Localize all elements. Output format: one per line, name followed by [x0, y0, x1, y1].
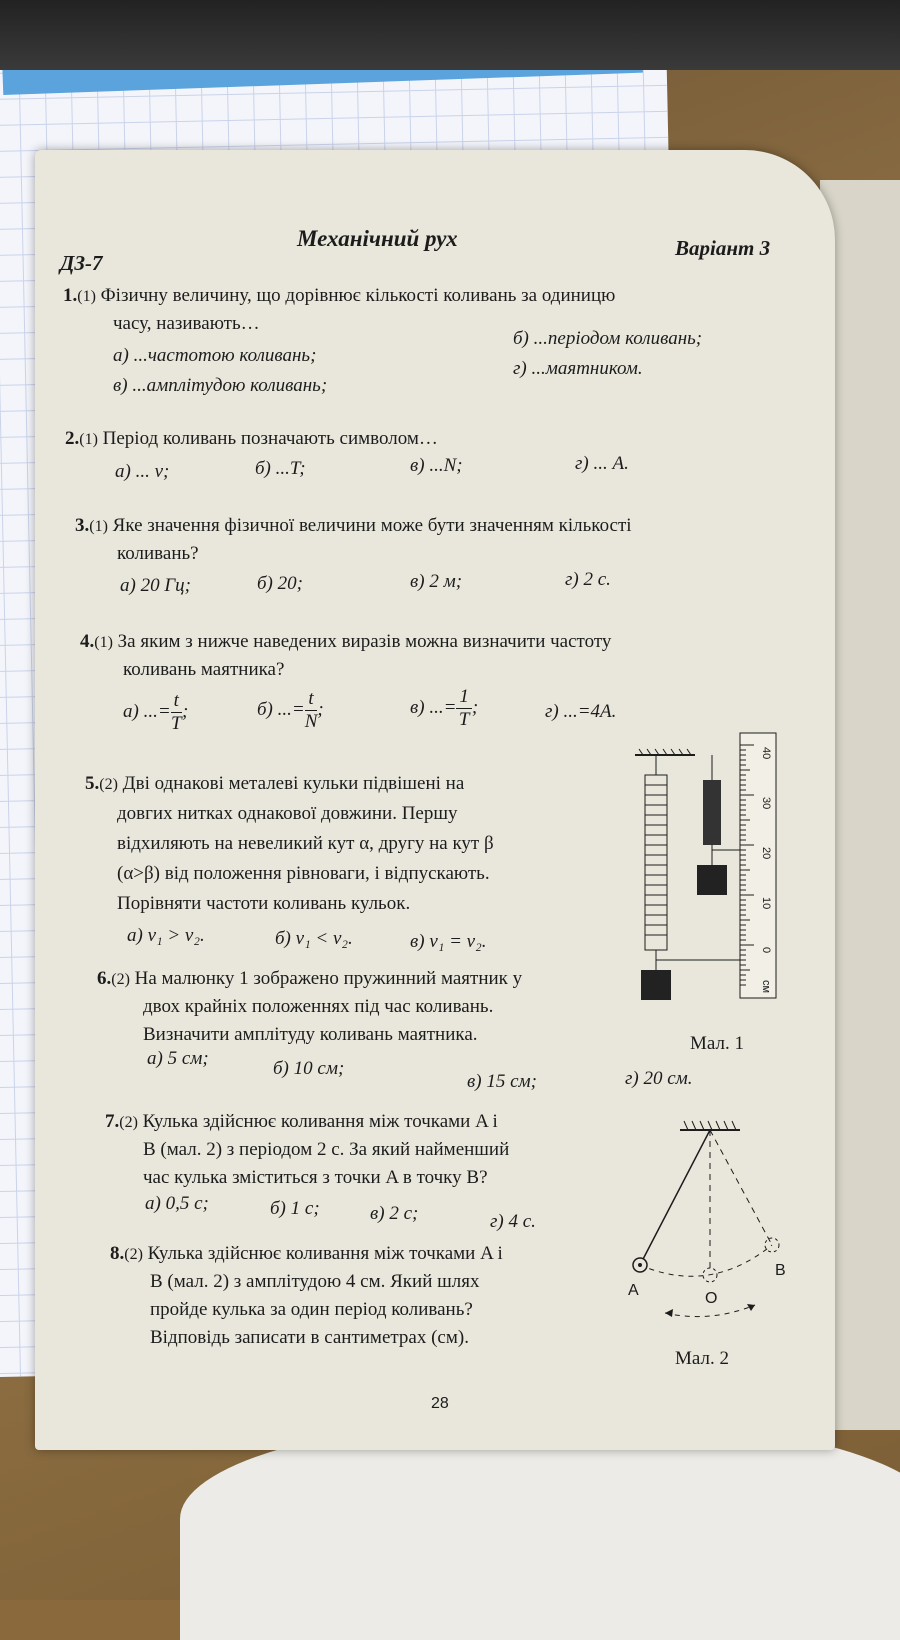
- question-text-line: довгих нитках однакової довжини. Першу: [117, 803, 458, 824]
- option-prefix: а) ...=: [123, 700, 171, 722]
- question-points: (2): [119, 1114, 138, 1131]
- option-prefix: в) ...=: [410, 696, 457, 718]
- weight-left: [641, 970, 671, 1000]
- option-a[interactable]: а) ... ν;: [115, 461, 170, 482]
- page-content: [35, 150, 835, 1450]
- question-stem: [85, 770, 464, 798]
- question-number: 7.: [105, 1111, 120, 1132]
- question-stem: [110, 1240, 503, 1268]
- option-d[interactable]: г) 2 с.: [565, 569, 611, 590]
- option-a[interactable]: а) ν₁ > ν₂.: [127, 925, 205, 946]
- string-a: [640, 1130, 710, 1265]
- figure-2-pendulum: [620, 1115, 790, 1335]
- question-stem: [63, 282, 615, 310]
- weight-right: [697, 865, 727, 895]
- option-prefix: б) ...=: [257, 698, 305, 720]
- fraction-denominator: T: [171, 713, 182, 734]
- question-stem: [75, 512, 632, 540]
- ruler-label-20: 20: [760, 847, 772, 860]
- question-number: 6.: [97, 968, 112, 989]
- fraction-denominator: N: [304, 711, 318, 732]
- question-text-line: (α>β) від положення рівноваги, і відпускають.: [117, 863, 490, 884]
- option-c[interactable]: в) ...N;: [410, 455, 463, 476]
- spring-left: [645, 775, 667, 950]
- option-d[interactable]: г) ...=4A.: [545, 701, 617, 722]
- option-d[interactable]: г) 20 см.: [625, 1068, 693, 1089]
- option-b[interactable]: б) 10 см;: [273, 1058, 345, 1079]
- option-b[interactable]: б) ν₁ < ν₂.: [275, 928, 353, 949]
- option-d[interactable]: г) 4 с.: [490, 1211, 536, 1232]
- option-b[interactable]: б) 1 с;: [270, 1198, 320, 1219]
- question-stem: [65, 425, 438, 453]
- question-points: (2): [99, 776, 118, 793]
- ruler-label-30: 30: [760, 797, 772, 810]
- support-hatch: [684, 1121, 736, 1130]
- option-a[interactable]: а) 0,5 с;: [145, 1193, 209, 1214]
- fraction-denominator: T: [458, 709, 470, 730]
- option-suffix: ;: [181, 700, 189, 722]
- option-b[interactable]: б) ...періодом коливань;: [513, 328, 703, 349]
- question-stem: [80, 628, 611, 656]
- question-text: За яким з нижче наведених виразів можна визначити частоту: [117, 631, 612, 652]
- fraction: [171, 690, 182, 735]
- question-text-line: Визначити амплітуду коливань маятника.: [143, 1024, 478, 1045]
- question-points: (1): [94, 634, 113, 651]
- question-number: 2.: [65, 428, 80, 449]
- question-text-line: Відповідь записати в сантиметрах (см).: [150, 1327, 469, 1348]
- arc-path: [640, 1245, 772, 1276]
- question-points: (1): [79, 431, 98, 448]
- question-points: (1): [77, 288, 96, 305]
- question-stem: [97, 965, 522, 993]
- option-c[interactable]: в) 2 м;: [410, 571, 463, 592]
- option-suffix: ;: [317, 698, 324, 720]
- question-text: На малюнку 1 зображено пружинний маятник у: [134, 968, 523, 989]
- question-text-line: відхиляють на невеликий кут α, другу на кут β: [117, 833, 494, 854]
- fraction-numerator: 1: [456, 686, 472, 709]
- spring-right: [703, 780, 721, 845]
- question-stem: [105, 1108, 498, 1136]
- keyboard-area: [0, 0, 900, 70]
- label-b: B: [775, 1262, 786, 1279]
- question-text-line: час кулька зміститься з точки A в точку B?: [143, 1167, 488, 1188]
- arrow-head-left: [665, 1309, 673, 1317]
- question-text-line: B (мал. 2) з періодом 2 с. За який найменший: [143, 1139, 510, 1160]
- string-b: [710, 1130, 772, 1245]
- option-suffix: ;: [471, 696, 479, 718]
- page-number: 28: [431, 1395, 449, 1412]
- option-d[interactable]: г) ...маятником.: [513, 358, 643, 379]
- section-code: ДЗ-7: [60, 251, 103, 275]
- option-c[interactable]: в) 2 с;: [370, 1203, 419, 1224]
- question-text: Дві однакові металеві кульки підвішені на: [122, 773, 465, 794]
- option-b[interactable]: [257, 688, 324, 733]
- fraction-numerator: t: [305, 688, 318, 711]
- question-points: (2): [111, 971, 130, 988]
- ruler-unit: см: [760, 980, 772, 994]
- question-number: 5.: [85, 773, 100, 794]
- question-points: (2): [124, 1246, 143, 1263]
- option-b[interactable]: б) ...T;: [255, 458, 306, 479]
- question-text: Кулька здійснює коливання між точками A і: [147, 1243, 503, 1264]
- variant-label: Варіант 3: [675, 236, 771, 260]
- option-b[interactable]: б) 20;: [257, 573, 303, 594]
- question-text: Кулька здійснює коливання між точками A і: [142, 1111, 498, 1132]
- question-text: Фізичну величину, що дорівнює кількості коливань за одиницю: [100, 285, 616, 306]
- option-d[interactable]: г) ... A.: [575, 453, 629, 474]
- question-text: Період коливань позначають символом…: [102, 428, 438, 449]
- fraction: [305, 688, 318, 733]
- figure-1-caption: Мал. 1: [690, 1033, 744, 1054]
- question-text-line: коливань маятника?: [123, 659, 285, 680]
- question-text-line: часу, називають…: [113, 313, 260, 334]
- question-text-line: B (мал. 2) з амплітудою 4 см. Який шлях: [150, 1271, 480, 1292]
- option-c[interactable]: в) ...амплітудою коливань;: [113, 375, 328, 396]
- question-text-line: Порівняти частоти коливань кульок.: [117, 893, 411, 914]
- option-a[interactable]: а) 20 Гц;: [120, 575, 191, 596]
- fraction: [456, 686, 472, 731]
- page-title: Механічний рух: [297, 226, 458, 251]
- question-text: Яке значення фізичної величини може бути значенням кількості: [112, 515, 632, 536]
- fraction-numerator: t: [171, 690, 182, 713]
- ruler-label-0: 0: [760, 947, 772, 954]
- shirt-background: [180, 1420, 900, 1640]
- question-text-line: двох крайніх положеннях під час коливань.: [143, 996, 494, 1017]
- question-number: 1.: [63, 285, 78, 306]
- option-a[interactable]: [123, 690, 188, 735]
- question-text-line: коливань?: [117, 543, 199, 564]
- question-number: 8.: [110, 1243, 125, 1264]
- label-a: A: [628, 1282, 639, 1299]
- option-a[interactable]: а) 5 см;: [147, 1048, 209, 1069]
- label-o: O: [705, 1290, 718, 1307]
- figure-2-caption: Мал. 2: [675, 1348, 729, 1369]
- ruler-label-40: 40: [760, 747, 772, 760]
- option-c[interactable]: в) 15 см;: [467, 1071, 537, 1092]
- ruler-label-10: 10: [760, 897, 772, 910]
- textbook-page: [35, 150, 835, 1450]
- question-number: 3.: [75, 515, 90, 536]
- spring-coils: [645, 785, 667, 935]
- question-number: 4.: [80, 631, 95, 652]
- question-points: (1): [89, 518, 108, 535]
- option-a[interactable]: а) ...частотою коливань;: [113, 345, 317, 366]
- option-c[interactable]: в) ν₁ = ν₂.: [410, 931, 487, 952]
- option-c[interactable]: [410, 686, 478, 731]
- figure-1-spring-pendulum: [635, 725, 785, 1025]
- question-text-line: пройде кулька за один період коливань?: [150, 1299, 473, 1320]
